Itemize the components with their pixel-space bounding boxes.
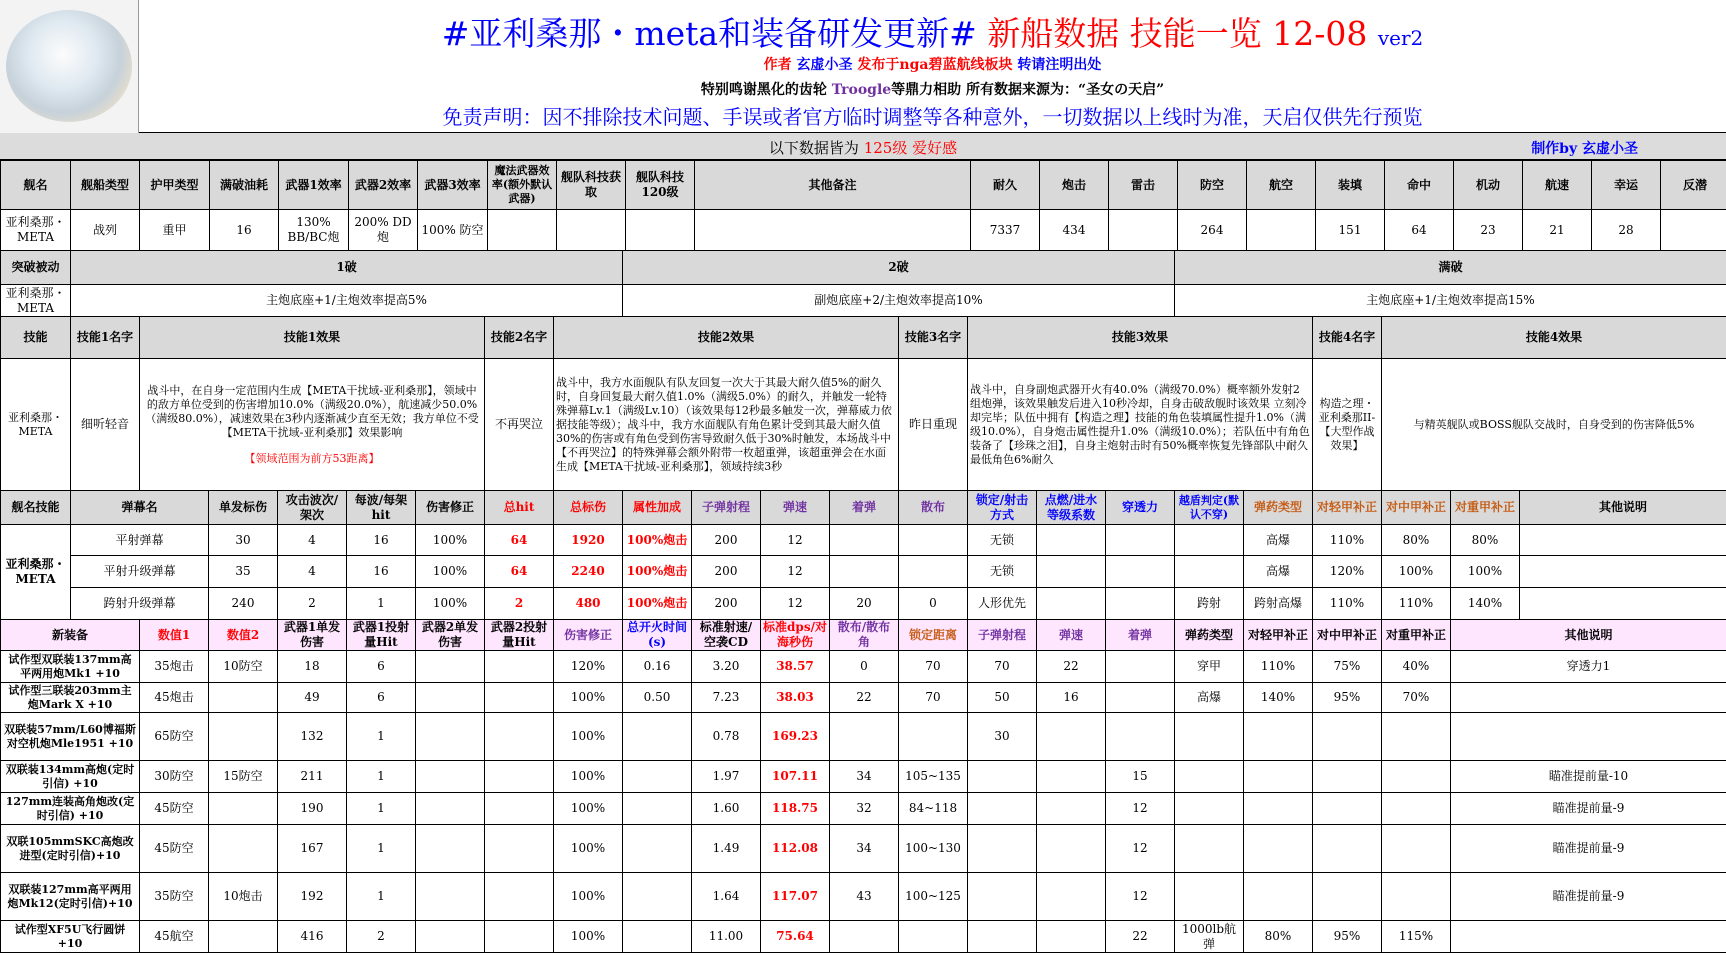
equipment-cell (1037, 761, 1106, 793)
equipment-cell (968, 761, 1037, 793)
equipment-cell: 49 (278, 683, 347, 713)
equipment-cell: 15 (1106, 761, 1175, 793)
equipment-cell: 140% (1244, 683, 1313, 713)
equipment-cell: 瞄准提前量-9 (1451, 873, 1726, 921)
equipment-cell: 43 (830, 873, 899, 921)
equipment-cell (209, 683, 278, 713)
equipment-cell: 75% (1313, 651, 1382, 683)
equipment-cell (209, 921, 278, 953)
equipment-cell (485, 793, 554, 825)
barrage-table (0, 490, 1726, 620)
equipment-cell: 1 (347, 793, 416, 825)
equipment-dps: 169.23 (761, 713, 830, 761)
equipment-cell: 3.20 (692, 651, 761, 683)
equipment-cell: 瞄准提前量-9 (1451, 793, 1726, 825)
equipment-name: 双联装127mm高平两用炮Mk12(定时引信)+10 (1, 873, 140, 921)
equipment-cell: 100~125 (899, 873, 968, 921)
equipment-cell: 0.16 (623, 651, 692, 683)
equipment-cell: 瞄准提前量-10 (1451, 761, 1726, 793)
equipment-cell: 95% (1313, 921, 1382, 953)
equipment-cell (1175, 761, 1244, 793)
equipment-cell: 45防空 (140, 793, 209, 825)
equipment-header-row: 新装备 数值1 数值2 武器1单发伤害 武器1投射量Hit 武器2单发伤害 武器2投射量Hit 伤害修正 总开火时间(s) 标准射速/空袭CD 标准dps/对海秒伤 散布/散布角 锁定距离 子弹射程 弹速 着弹 弹药类型 对轻甲补正 对中甲补正 对重甲补正 其他说明 (1, 620, 1726, 651)
equipment-cell: 35炮击 (140, 651, 209, 683)
equipment-dps: 107.11 (761, 761, 830, 793)
equipment-row (1, 761, 1726, 793)
equipment-cell (968, 921, 1037, 953)
equipment-name: 双联装57mm/L60博福斯对空机炮Mle1951 +10 (1, 713, 140, 761)
equipment-cell (1037, 793, 1106, 825)
equipment-cell: 1.49 (692, 825, 761, 873)
equipment-cell (416, 761, 485, 793)
equipment-cell (830, 713, 899, 761)
equipment-cell (623, 793, 692, 825)
skills-header-row: 技能 技能1名字 技能1效果 技能2名字 技能2效果 技能3名字 技能3效果 技能4名字 技能4效果 (1, 317, 1726, 359)
equipment-cell: 瞄准提前量-9 (1451, 825, 1726, 873)
equipment-cell (1037, 713, 1106, 761)
skills-data-row: 亚利桑那・META 细听轻音 战斗中，在自身一定范围内生成【META干扰域-亚利桑那】，领域中的敌方单位受到的伤害增加10.0%（满级20.0%），航速减少50.0%（满级80.0%），减速效果在3秒内逐渐减少直至无效；我方单位不受【META干扰域-亚利桑那】效果影响 【领域范围为前方53距离】 不再哭泣 战斗中，我方水面舰队有队友回复一次大于其最大耐久值5%的耐久时，自身回复最大耐久值1.0%（满级5.0%）的耐久，并触发一轮特殊弹幕Lv.1（满级Lv.10）（该效果每12秒最多触发一次，弹幕威力依据技能等级）；战斗中，我方水面舰队有角色累计受到其最大耐久值30%的伤害或有角色受到伤害导致耐久低于30%时触发，本场战斗中【不再哭泣】的特殊弹幕会额外附带一枚超重弹，该超重弹会在水面生成【META干扰域-亚利桑那】，领域持续3秒 昨日重现 战斗中，自身副炮武器开火有40.0%（满级70.0%）概率额外发射2组炮弹，该效果触发后进入10秒冷却，自身击破敌舰时该效果 立刻冷却完毕；队伍中拥有【构造之理】技能的角色装填属性提升1.0%（满级10.0%），自身炮击属性提升1.0%（满级10.0%）；若队伍中有角色装备了【珍珠之泪】，自身主炮射击时有50%概率恢复先锋部队中耐久最低角色6%耐久 构造之理・亚利桑那II-【大型作战效果】 与精英舰队或BOSS舰队交战时，自身受到的伤害降低5% (1, 359, 1726, 491)
equipment-cell: 40% (1382, 651, 1451, 683)
equipment-cell: 12 (1106, 873, 1175, 921)
equipment-cell (416, 793, 485, 825)
equipment-cell (485, 683, 554, 713)
equipment-cell (1244, 873, 1313, 921)
ship-header-row: 舰名 舰船类型 护甲类型 满破油耗 武器1效率 武器2效率 武器3效率 魔法武器效率(额外默认武器) 舰队科技获取 舰队科技120级 其他备注 耐久 炮击 雷击 防空 航空 装填 命中 机动 航速 幸运 反潜 (1, 161, 1726, 210)
equipment-cell: 1 (347, 825, 416, 873)
equipment-cell: 100% (554, 713, 623, 761)
equipment-dps: 38.03 (761, 683, 830, 713)
equipment-cell (1244, 825, 1313, 873)
equipment-cell (485, 651, 554, 683)
equipment-cell: 32 (830, 793, 899, 825)
equipment-cell: 84~118 (899, 793, 968, 825)
equipment-cell: 65防空 (140, 713, 209, 761)
equipment-table (0, 619, 1726, 953)
equipment-cell: 45航空 (140, 921, 209, 953)
equipment-cell: 0 (830, 651, 899, 683)
equipment-cell: 120% (554, 651, 623, 683)
equipment-cell (623, 873, 692, 921)
equipment-cell (209, 825, 278, 873)
equipment-cell (416, 873, 485, 921)
equipment-cell (416, 651, 485, 683)
equipment-cell (968, 873, 1037, 921)
thanks-line: 特别鸣谢黑化的齿轮 Troogle等鼎力相助 所有数据来源为：“圣女の天启” (700, 82, 1165, 98)
equipment-cell (1037, 873, 1106, 921)
equipment-cell (485, 825, 554, 873)
equipment-cell (1313, 873, 1382, 921)
equipment-cell (1382, 713, 1451, 761)
equipment-cell (485, 873, 554, 921)
equipment-cell: 35防空 (140, 873, 209, 921)
equipment-cell (1106, 683, 1175, 713)
equipment-cell: 1 (347, 713, 416, 761)
barrage-header-row: 舰名技能 弹幕名 单发标伤 攻击波次/架次 每波/每架hit 伤害修正 总hit 总标伤 属性加成 子弹射程 弹速 着弹 散布 锁定/射击方式 点燃/进水等级系数 穿透力 越盾判定(默认不穿) 弹药类型 对轻甲补正 对中甲补正 对重甲补正 其他说明 (1, 491, 1726, 525)
equipment-cell: 16 (1037, 683, 1106, 713)
level-banner: 以下数据皆为 125级 爱好感 制作by 玄虚小圣 (0, 133, 1726, 160)
equipment-cell (1382, 793, 1451, 825)
author-line: 作者 玄虚小圣 发布于nga碧蓝航线板块 转请注明出处 (763, 57, 1102, 73)
equipment-cell: 100% (554, 825, 623, 873)
equipment-cell (623, 761, 692, 793)
equipment-cell (209, 713, 278, 761)
equipment-cell: 15防空 (209, 761, 278, 793)
equipment-cell: 70 (968, 651, 1037, 683)
equipment-cell (1175, 873, 1244, 921)
equipment-cell: 100% (554, 683, 623, 713)
equipment-cell: 1.97 (692, 761, 761, 793)
equipment-cell: 211 (278, 761, 347, 793)
equipment-cell (1313, 713, 1382, 761)
equipment-name: 双联装134mm高炮(定时引信) +10 (1, 761, 140, 793)
equipment-cell: 0.50 (623, 683, 692, 713)
equipment-cell (1037, 825, 1106, 873)
equipment-cell: 30防空 (140, 761, 209, 793)
equipment-name: 试作型XF5U飞行圆饼+10 (1, 921, 140, 953)
equipment-cell: 70 (899, 683, 968, 713)
equipment-cell: 100~130 (899, 825, 968, 873)
equipment-cell (1175, 793, 1244, 825)
equipment-cell: 12 (1106, 793, 1175, 825)
barrage-row: 亚利桑那・META 平射弹幕 30 4 16 100% 64 1920 100%炮击 200 12 无锁 高爆 110% 80% 80% (1, 525, 1726, 556)
breakthrough-table (0, 250, 1726, 317)
equipment-name: 试作型双联装137mm高平两用炮Mk1 +10 (1, 651, 140, 683)
skill1-effect: 战斗中，在自身一定范围内生成【META干扰域-亚利桑那】，领域中的敌方单位受到的伤害增加10.0%（满级20.0%），航速减少50.0%（满级80.0%），减速效果在3秒内逐渐减少直至无效；我方单位不受【META干扰域-亚利桑那】效果影响 【领域范围为前方53距离】 (140, 359, 485, 491)
equipment-row (1, 825, 1726, 873)
maker-credit: 制作by 玄虚小圣 (1531, 141, 1638, 157)
equipment-cell: 50 (968, 683, 1037, 713)
equipment-cell: 22 (1106, 921, 1175, 953)
equipment-row (1, 873, 1726, 921)
equipment-cell: 18 (278, 651, 347, 683)
equipment-cell (1244, 761, 1313, 793)
page-title: #亚利桑那・meta和装备研发更新# 新船数据 技能一览 12-08 ver2 (441, 14, 1424, 53)
equipment-cell (623, 921, 692, 953)
equipment-cell: 80% (1244, 921, 1313, 953)
equipment-cell (416, 921, 485, 953)
equipment-cell: 416 (278, 921, 347, 953)
breakthrough-header-row: 突破被动 1破 2破 满破 (1, 251, 1726, 285)
equipment-row (1, 651, 1726, 683)
equipment-cell: 192 (278, 873, 347, 921)
emblem-logo-icon (0, 0, 139, 133)
equipment-cell (1244, 713, 1313, 761)
equipment-cell: 70% (1382, 683, 1451, 713)
equipment-name: 双联105mmSKC高炮改进型(定时引信)+10 (1, 825, 140, 873)
equipment-cell: 132 (278, 713, 347, 761)
equipment-cell (899, 921, 968, 953)
skills-table (0, 316, 1726, 491)
equipment-cell: 34 (830, 825, 899, 873)
equipment-row (1, 921, 1726, 953)
equipment-cell (1451, 683, 1726, 713)
equipment-cell: 95% (1313, 683, 1382, 713)
equipment-cell: 2 (347, 921, 416, 953)
equipment-cell: 30 (968, 713, 1037, 761)
equipment-cell (209, 793, 278, 825)
equipment-cell (1313, 793, 1382, 825)
equipment-cell: 10炮击 (209, 873, 278, 921)
equipment-cell: 1.64 (692, 873, 761, 921)
equipment-cell (416, 713, 485, 761)
equipment-cell (1382, 873, 1451, 921)
equipment-cell (416, 683, 485, 713)
equipment-cell: 22 (830, 683, 899, 713)
equipment-cell (1106, 651, 1175, 683)
equipment-cell (1037, 921, 1106, 953)
equipment-cell (485, 761, 554, 793)
equipment-cell: 45炮击 (140, 683, 209, 713)
equipment-row (1, 793, 1726, 825)
equipment-cell (1451, 713, 1726, 761)
equipment-cell (1313, 825, 1382, 873)
equipment-dps: 117.07 (761, 873, 830, 921)
equipment-cell: 167 (278, 825, 347, 873)
equipment-cell: 22 (1037, 651, 1106, 683)
equipment-cell: 115% (1382, 921, 1451, 953)
equipment-cell: 10防空 (209, 651, 278, 683)
equipment-cell: 100% (554, 873, 623, 921)
equipment-name: 127mm连装高角炮改(定时引信) +10 (1, 793, 140, 825)
equipment-row (1, 713, 1726, 761)
equipment-cell: 0.78 (692, 713, 761, 761)
equipment-cell: 110% (1244, 651, 1313, 683)
equipment-name: 试作型三联装203mm主炮Mark X +10 (1, 683, 140, 713)
equipment-cell: 190 (278, 793, 347, 825)
equipment-row (1, 683, 1726, 713)
equipment-cell: 105~135 (899, 761, 968, 793)
equipment-cell (1451, 921, 1726, 953)
equipment-cell: 100% (554, 793, 623, 825)
equipment-cell (485, 713, 554, 761)
equipment-cell (1244, 793, 1313, 825)
equipment-cell (968, 793, 1037, 825)
ship-stats-table (0, 160, 1726, 251)
equipment-cell (623, 713, 692, 761)
equipment-cell (623, 825, 692, 873)
equipment-cell (416, 825, 485, 873)
disclaimer: 免责声明：因不排除技术问题、手误或者官方临时调整等各种意外，一切数据以上线时为准，天启仅供先行预览 (442, 105, 1423, 129)
ship-data-row: 亚利桑那・META 战列 重甲 16 130% BB/BC炮 200% DD炮 100% 防空 7337 434 264 151 64 23 21 28 (1, 210, 1726, 251)
equipment-cell: 高爆 (1175, 683, 1244, 713)
equipment-cell: 7.23 (692, 683, 761, 713)
equipment-cell (899, 713, 968, 761)
equipment-cell (1313, 761, 1382, 793)
equipment-cell (1382, 825, 1451, 873)
breakthrough-data-row: 亚利桑那・META 主炮底座+1/主炮效率提高5% 副炮底座+2/主炮效率提高10% 主炮底座+1/主炮效率提高15% (1, 285, 1726, 317)
equipment-cell (968, 825, 1037, 873)
equipment-cell: 1 (347, 873, 416, 921)
equipment-cell: 6 (347, 651, 416, 683)
equipment-cell (1175, 825, 1244, 873)
equipment-dps: 38.57 (761, 651, 830, 683)
title-block (0, 0, 1726, 133)
equipment-cell (830, 921, 899, 953)
equipment-cell: 1000lb航弹 (1175, 921, 1244, 953)
equipment-cell (1106, 713, 1175, 761)
barrage-row: 跨射升级弹幕 240 2 1 100% 2 480 100%炮击 200 12 20 0 人形优先 跨射 跨射高爆 110% 110% 140% (1, 588, 1726, 620)
equipment-cell: 1 (347, 761, 416, 793)
equipment-cell: 100% (554, 921, 623, 953)
equipment-cell: 100% (554, 761, 623, 793)
equipment-cell: 11.00 (692, 921, 761, 953)
barrage-row: 平射升级弹幕 35 4 16 100% 64 2240 100%炮击 200 12 无锁 高爆 120% 100% 100% (1, 556, 1726, 588)
equipment-cell: 穿透力1 (1451, 651, 1726, 683)
equipment-cell: 穿甲 (1175, 651, 1244, 683)
equipment-cell: 45防空 (140, 825, 209, 873)
equipment-dps: 118.75 (761, 793, 830, 825)
equipment-dps: 112.08 (761, 825, 830, 873)
equipment-cell: 12 (1106, 825, 1175, 873)
equipment-cell: 34 (830, 761, 899, 793)
equipment-cell (1382, 761, 1451, 793)
equipment-cell (485, 921, 554, 953)
equipment-cell: 6 (347, 683, 416, 713)
equipment-cell (1175, 713, 1244, 761)
equipment-cell: 1.60 (692, 793, 761, 825)
equipment-dps: 75.64 (761, 921, 830, 953)
equipment-cell: 70 (899, 651, 968, 683)
